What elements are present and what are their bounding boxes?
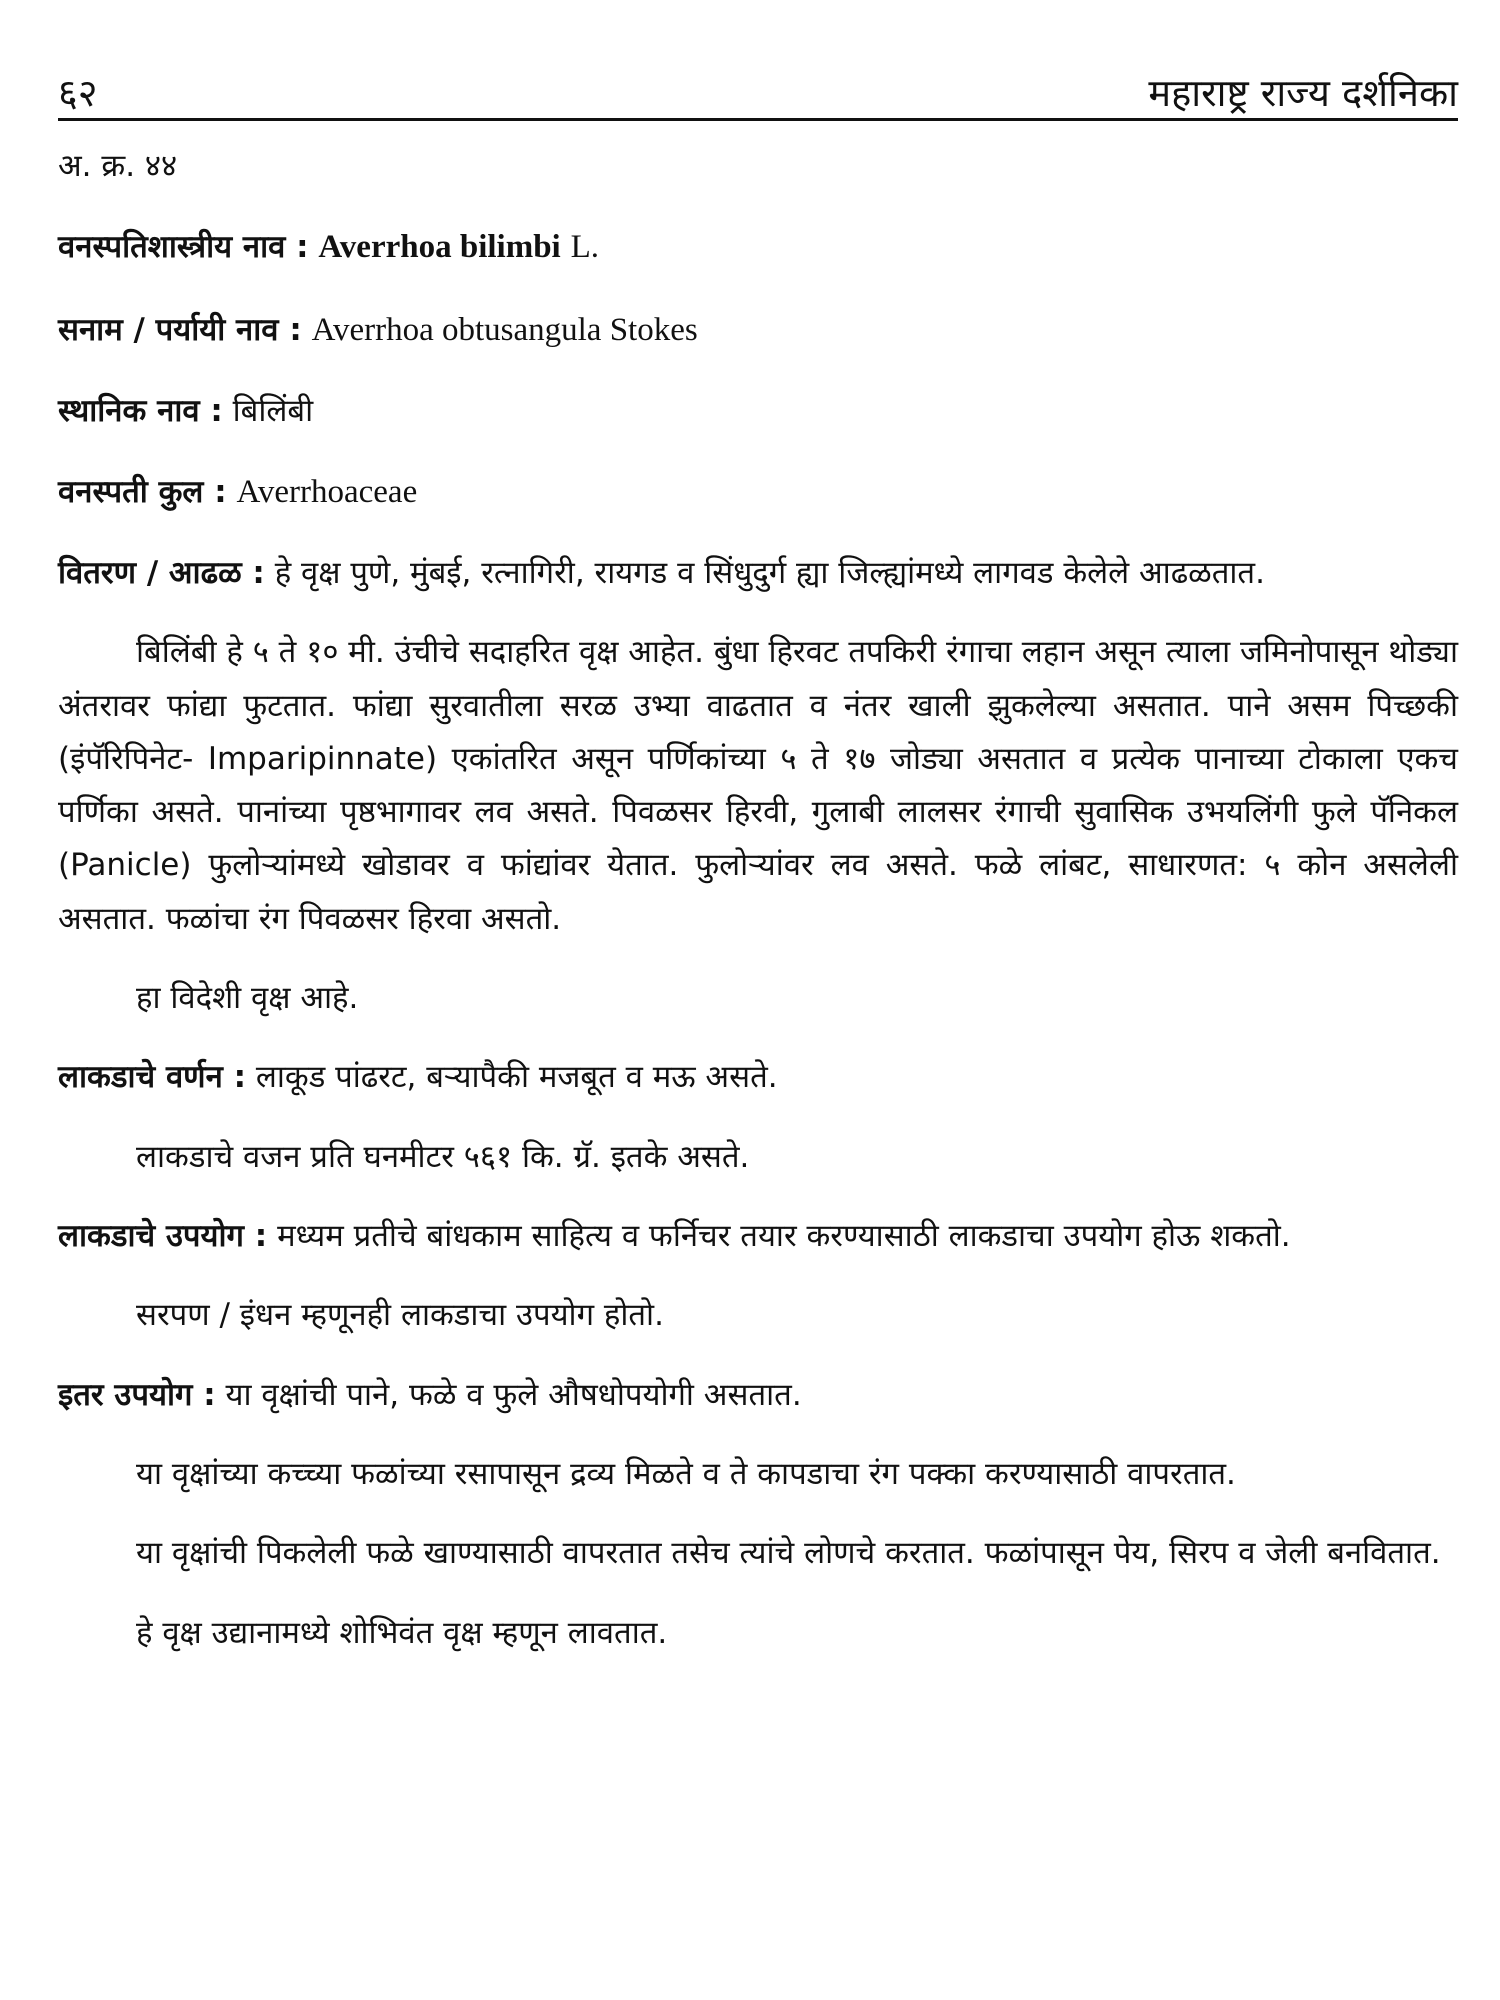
food-use: या वृक्षांची पिकलेली फळे खाण्यासाठी वापरतात तसेच त्यांचे लोणचे करतात. फळांपासून पेय, सिरप व जेली बनवितात. <box>136 1535 1441 1572</box>
botanical-name-row <box>58 219 1458 276</box>
wood-weight: लाकडाचे वजन प्रति घनमीटर ५६१ कि. ग्रॅ. इतके असते. <box>136 1138 750 1175</box>
distribution-row <box>58 547 1458 600</box>
local-name-value: बिलिंबी <box>232 392 314 429</box>
garden-use: हे वृक्ष उद्यानामध्ये शोभिवंत वृक्ष म्हणून लावतात. <box>136 1614 668 1651</box>
page-number: ६२ <box>58 71 98 115</box>
fuel-use: सरपण / इंधन म्हणूनही लाकडाचा उपयोग होतो. <box>136 1297 664 1334</box>
exotic-note: हा विदेशी वृक्ष आहे. <box>136 980 359 1017</box>
local-name-row <box>58 385 1458 438</box>
wood-uses-text: मध्यम प्रतीचे बांधकाम साहित्य व फर्निचर तयार करण्यासाठी लाकडाचा उपयोग होऊ शकतो. <box>277 1218 1291 1254</box>
local-name-label: स्थानिक नाव : <box>58 392 223 429</box>
entry-content <box>58 140 1458 1686</box>
botanical-author: L. <box>570 229 599 266</box>
wood-uses-label: लाकडाचे उपयोग : <box>58 1218 268 1254</box>
synonym-value: Averrhoa obtusangula Stokes <box>311 312 698 349</box>
distribution-text: हे वृक्ष पुणे, मुंबई, रत्नागिरी, रायगड व सिंधुदुर्ग ह्या जिल्ह्यांमध्ये लागवड केलेले आढळतात. <box>274 554 1265 591</box>
wood-description-row <box>58 1051 1458 1104</box>
other-uses-row <box>58 1369 1458 1422</box>
running-title: महाराष्ट्र राज्य दर्शनिका <box>1148 71 1458 115</box>
family-label: वनस्पती कुल : <box>58 474 227 511</box>
serial-number: अ. क्र. ४४ <box>58 148 178 184</box>
wood-description-label: लाकडाचे वर्णन : <box>58 1059 246 1096</box>
distribution-label: वितरण / आढळ : <box>58 554 265 591</box>
other-uses-text: या वृक्षांची पाने, फळे व फुले औषधोपयोगी असतात. <box>225 1376 802 1413</box>
header-rule <box>58 118 1458 121</box>
botanical-name: Averrhoa bilimbi <box>318 229 561 266</box>
botanical-name-label: वनस्पतिशास्त्रीय नाव : <box>58 229 309 266</box>
wood-uses-row <box>58 1210 1458 1263</box>
description-paragraph: बिलिंबी हे ५ ते १० मी. उंचीचे सदाहरित वृक्ष आहेत. बुंधा हिरवट तपकिरी रंगाचा लहान असून त्याला जमिनोपासून थोड्या अंतरावर फांद्या फुटतात. फांद्या सुरवातीला सरळ उभ्या वाढतात व नंतर खाली झुकलेल्या असतात. पाने असम पिच्छकी (इंपॅरिपिनेट- Imparipinnate) एकांतरित असून पर्णिकांच्या ५ ते १७ जोड्या असतात व प्रत्येक पानाच्या टोकाला एकच पर्णिका असते. पानांच्या पृष्ठभागावर लव असते. पिवळसर हिरवी, गुलाबी लालसर रंगाची सुवासिक उभयलिंगी फुले पॅनिकल (Panicle) फुलोऱ्यांमध्ये खोडावर व फांद्यांवर येतात. फुलोऱ्यांवर लव असते. फळे लांबट, साधारणत: ५ कोन असलेली असतात. फळांचा रंग पिवळसर हिरवा असतो. <box>58 634 1458 937</box>
family-row <box>58 464 1458 521</box>
wood-description-text: लाकूड पांढरट, बऱ्यापैकी मजबूत व मऊ असते. <box>255 1059 778 1096</box>
synonym-row <box>58 302 1458 359</box>
dye-use: या वृक्षांच्या कच्च्या फळांच्या रसापासून द्रव्य मिळते व ते कापडाचा रंग पक्का करण्यासाठी वापरतात. <box>136 1455 1236 1492</box>
entry-serial <box>58 140 1458 193</box>
synonym-label: सनाम / पर्यायी नाव : <box>58 312 302 349</box>
page-header <box>58 62 1458 118</box>
other-uses-label: इतर उपयोग : <box>58 1376 216 1413</box>
family-value: Averrhoaceae <box>236 474 418 511</box>
